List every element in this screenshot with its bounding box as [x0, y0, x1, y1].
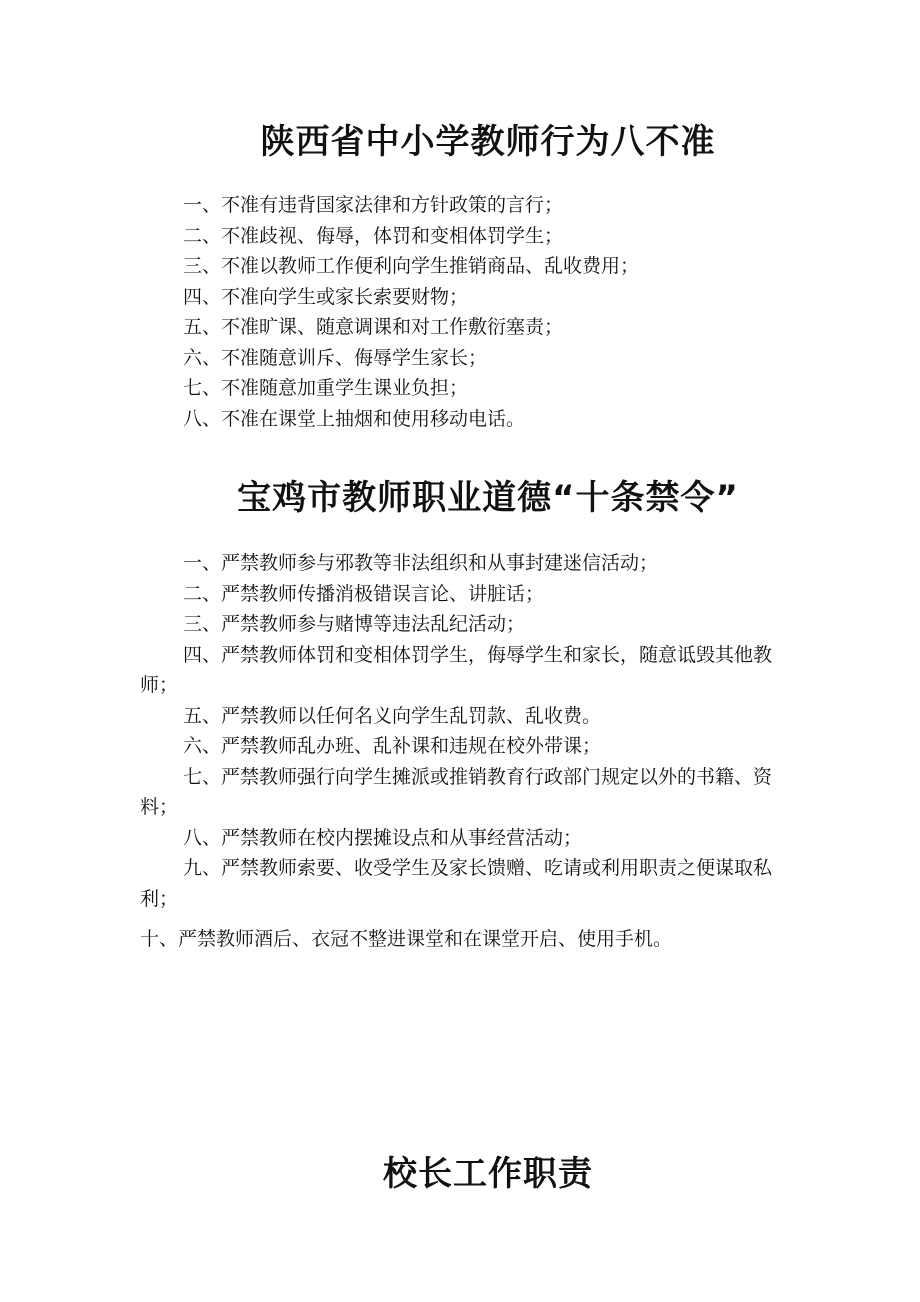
list-item: 五、不准旷课、随意调课和对工作敷衍塞责；: [183, 316, 564, 338]
list-item: 九、严禁教师索要、收受学生及家长馈赠、吃请或利用职责之便谋取私利；: [140, 857, 773, 910]
list-item: 三、不准以教师工作便利向学生推销商品、乱收费用；: [183, 255, 640, 277]
section-title-eight-prohibitions: 陕西省中小学教师行为八不准: [260, 122, 716, 162]
list-item: 八、不准在课堂上抽烟和使用移动电话。: [183, 407, 526, 430]
section-title-principal-duties: 校长工作职责: [383, 1154, 593, 1194]
ten-prohibitions-list: [140, 548, 785, 955]
list-item: 五、严禁教师以任何名义向学生乱罚款、乱收费。: [183, 704, 602, 727]
eight-prohibitions-list: [183, 190, 639, 434]
list-item: 一、严禁教师参与邪教等非法组织和从事封建迷信活动；: [183, 552, 659, 574]
list-item: 七、不准随意加重学生课业负担；: [183, 377, 469, 399]
list-item: 二、严禁教师传播消极错误言论、讲脏话；: [183, 582, 545, 605]
list-item: 六、严禁教师乱办班、乱补课和违规在校外带课；: [183, 735, 602, 757]
section-title-ten-prohibitions: 宝鸡市教师职业道德“十条禁令”: [237, 478, 739, 518]
list-item: 十、严禁教师酒后、衣冠不整进课堂和在课堂开启、使用手机。: [140, 928, 673, 950]
list-item: 二、不准歧视、侮辱，体罚和变相体罚学生；: [183, 224, 564, 247]
list-item: 三、严禁教师参与赌博等违法乱纪活动；: [183, 613, 526, 635]
list-item: 六、不准随意训斥、侮辱学生家长；: [183, 346, 488, 369]
list-item: 八、严禁教师在校内摆摊设点和从事经营活动；: [183, 826, 583, 849]
list-item: 七、严禁教师强行向学生摊派或推销教育行政部门规定以外的书籍、资料；: [140, 765, 773, 818]
list-item: 四、严禁教师体罚和变相体罚学生，侮辱学生和家长，随意诋毁其他教师；: [140, 643, 773, 696]
list-item: 一、不准有违背国家法律和方针政策的言行；: [183, 194, 564, 216]
list-item: 四、不准向学生或家长索要财物；: [183, 285, 469, 308]
